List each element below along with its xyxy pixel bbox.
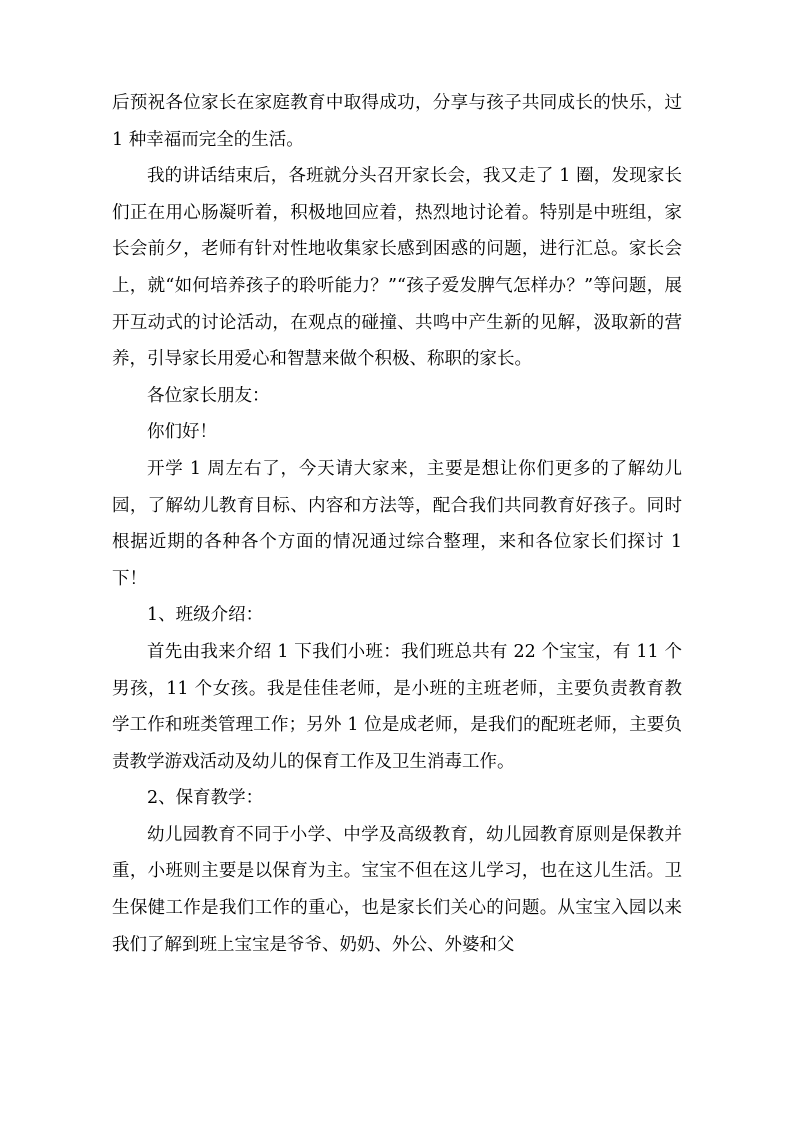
section-heading-class-intro: 1、班级介绍：: [147, 605, 264, 626]
paragraph-introduction: 开学 1 周左右了，今天请大家来，主要是想让你们更多的了解幼儿园，了解幼儿教育目标、内容和方法等，配合我们共同教育好孩子。同时根据近期的各种各个方面的情况通过综合整理，来和各位家长们探讨 1 下！: [112, 458, 682, 589]
paragraph-greeting: 你们好！: [147, 422, 217, 443]
paragraph-class-intro: 首先由我来介绍 1 下我们小班：我们班总共有 22 个宝宝，有 11 个男孩，11 个女孩。我是佳佳老师，是小班的主班老师，主要负责教育教学工作和班类管理工作；另外 1 位是成老师，是我们的配班老师，主要负责教学游戏活动及幼儿的保育工作及卫生消毒工作。: [112, 641, 682, 772]
paragraph-class-meetings: 我的讲话结束后，各班就分头召开家长会，我又走了 1 圈，发现家长们正在用心肠凝听着，积极地回应着，热烈地讨论着。特别是中班组，家长会前夕，老师有针对性地收集家长感到困惑的问题，进行汇总。家长会上，就“如何培养孩子的聆听能力？”“孩子爱发脾气怎样办？”等问题，展开互动式的讨论活动，在观点的碰撞、共鸣中产生新的见解，汲取新的营养，引导家长用爱心和智慧来做个积极、称职的家长。: [112, 166, 682, 370]
paragraph-care-teaching: 幼儿园教育不同于小学、中学及高级教育，幼儿园教育原则是保教并重，小班则主要是以保育为主。宝宝不但在这儿学习，也在这儿生活。卫生保健工作是我们工作的重心，也是家长们关心的问题。从宝宝入园以来我们了解到班上宝宝是爷爷、奶奶、外公、外婆和父: [112, 824, 682, 955]
document-body: [112, 85, 682, 963]
paragraph-closing-wish: 后预祝各位家长在家庭教育中取得成功，分享与孩子共同成长的快乐，过 1 种幸福而完全的生活。: [112, 93, 682, 150]
section-heading-care-teaching: 2、保育教学：: [147, 788, 264, 809]
paragraph-salutation: 各位家长朋友：: [147, 385, 270, 406]
